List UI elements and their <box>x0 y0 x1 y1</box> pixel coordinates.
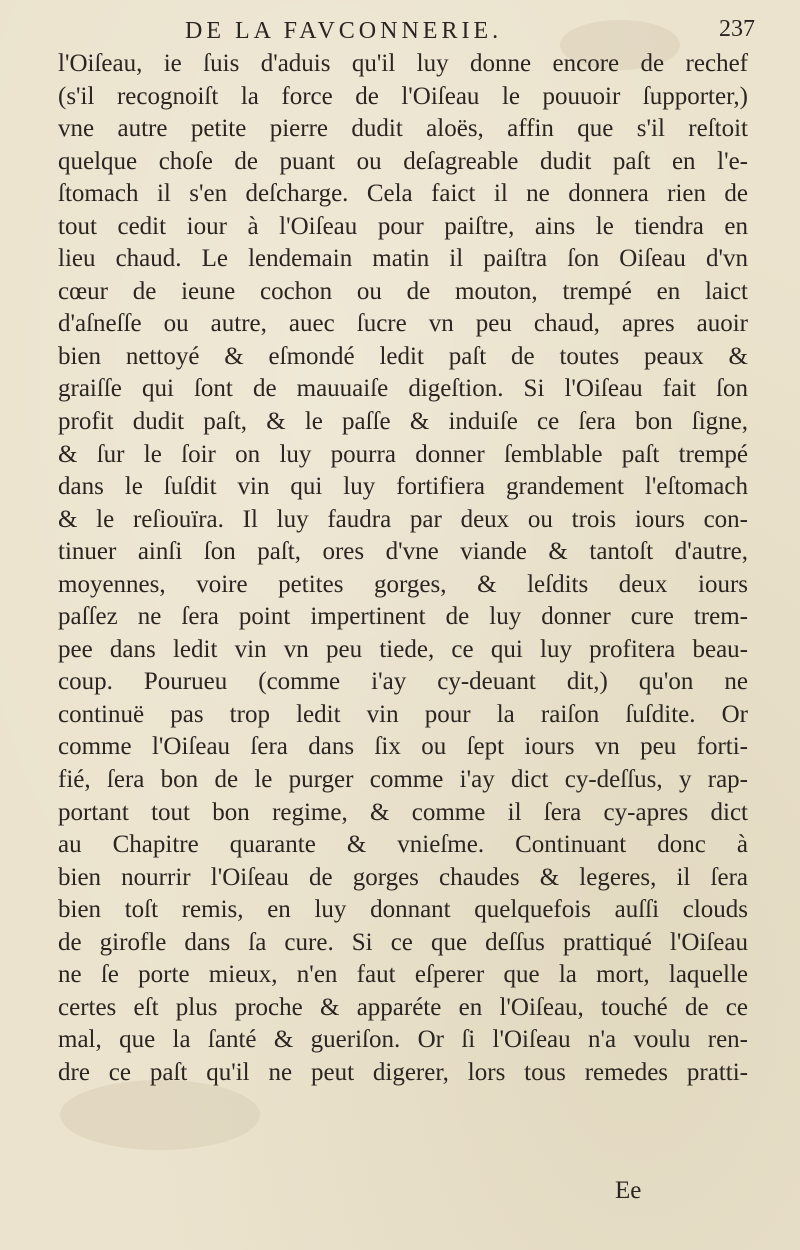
text-line: comme l'Oiſeau ſera dans ſix ou ſept iours vn peu forti- <box>58 733 748 761</box>
body-text <box>58 48 748 1090</box>
text-line: continuë pas trop ledit vin pour la raiſon ſuſdite. Or <box>58 700 748 728</box>
text-line: bien nettoyé & eſmondé ledit paſt de toutes peaux & <box>58 342 748 370</box>
text-line: l'Oiſeau, ie ſuis d'aduis qu'il luy donne encore de rechef <box>58 50 748 77</box>
text-line: d'aſneſſe ou autre, auec ſucre vn peu chaud, apres auoir <box>58 310 748 338</box>
text-line: (s'il recognoiſt la force de l'Oiſeau le pouuoir ſupporter,) <box>58 82 748 110</box>
text-line: ne ſe porte mieux, n'en faut eſperer que la mort, laquelle <box>58 961 748 989</box>
text-line: moyennes, voire petites gorges, & leſdits deux iours <box>58 570 748 598</box>
page-header <box>185 14 765 50</box>
text-line: de girofle dans ſa cure. Si ce que deſſus prattiqué l'Oiſeau <box>58 928 748 956</box>
text-line: tout cedit iour à l'Oiſeau pour paiſtre, ains le tiendra en <box>58 212 748 240</box>
text-line: vne autre petite pierre dudit aloës, affin que s'il reſtoit <box>58 115 748 143</box>
text-line: mal, que la ſanté & gueriſon. Or ſi l'Oiſeau n'a voulu ren- <box>58 1026 748 1054</box>
text-line: & le reſiouïra. Il luy faudra par deux ou trois iours con- <box>58 505 748 533</box>
text-line: & ſur le ſoir on luy pourra donner ſemblable paſt trempé <box>58 440 748 468</box>
catchword: Ee <box>615 1177 642 1204</box>
text-line: ſtomach il s'en deſcharge. Cela faict il ne donnera rien de <box>58 180 748 208</box>
text-line: au Chapitre quarante & vnieſme. Continuant donc à <box>58 831 748 859</box>
text-line: bien toſt remis, en luy donnant quelquefois auſſi clouds <box>58 896 748 924</box>
text-line: fié, ſera bon de le purger comme i'ay dict cy-deſſus, y rap- <box>58 766 748 794</box>
text-line: dre ce paſt qu'il ne peut digerer, lors tous remedes pratti- <box>58 1058 748 1086</box>
text-line: graiſſe qui ſont de mauuaiſe digeſtion. Si l'Oiſeau fait ſon <box>58 375 748 403</box>
text-line: coup. Pourueu (comme i'ay cy-deuant dit,) qu'on ne <box>58 668 748 696</box>
text-line: dans le ſuſdit vin qui luy fortifiera grandement l'eſtomach <box>58 473 748 501</box>
text-line: portant tout bon regime, & comme il ſera cy-apres dict <box>58 798 748 826</box>
text-line: lieu chaud. Le lendemain matin il paiſtra ſon Oiſeau d'vn <box>58 245 748 273</box>
text-line: pee dans ledit vin vn peu tiede, ce qui luy profitera beau- <box>58 635 748 663</box>
page-number: 237 <box>719 16 755 42</box>
paper-stain <box>60 1080 260 1150</box>
text-line: bien nourrir l'Oiſeau de gorges chaudes & legeres, il ſera <box>58 863 748 891</box>
text-line: certes eſt plus proche & apparéte en l'Oiſeau, touché de ce <box>58 993 748 1021</box>
text-line: cœur de ieune cochon ou de mouton, trempé en laict <box>58 277 748 305</box>
text-line: paſſez ne ſera point impertinent de luy donner cure trem- <box>58 603 748 631</box>
running-head: DE LA FAVCONNERIE. <box>185 18 503 44</box>
text-line: profit dudit paſt, & le paſſe & induiſe ce ſera bon ſigne, <box>58 408 748 436</box>
text-line: quelque choſe de puant ou deſagreable dudit paſt en l'e- <box>58 147 748 175</box>
text-line: tinuer ainſi ſon paſt, ores d'vne viande & tantoſt d'autre, <box>58 538 748 566</box>
